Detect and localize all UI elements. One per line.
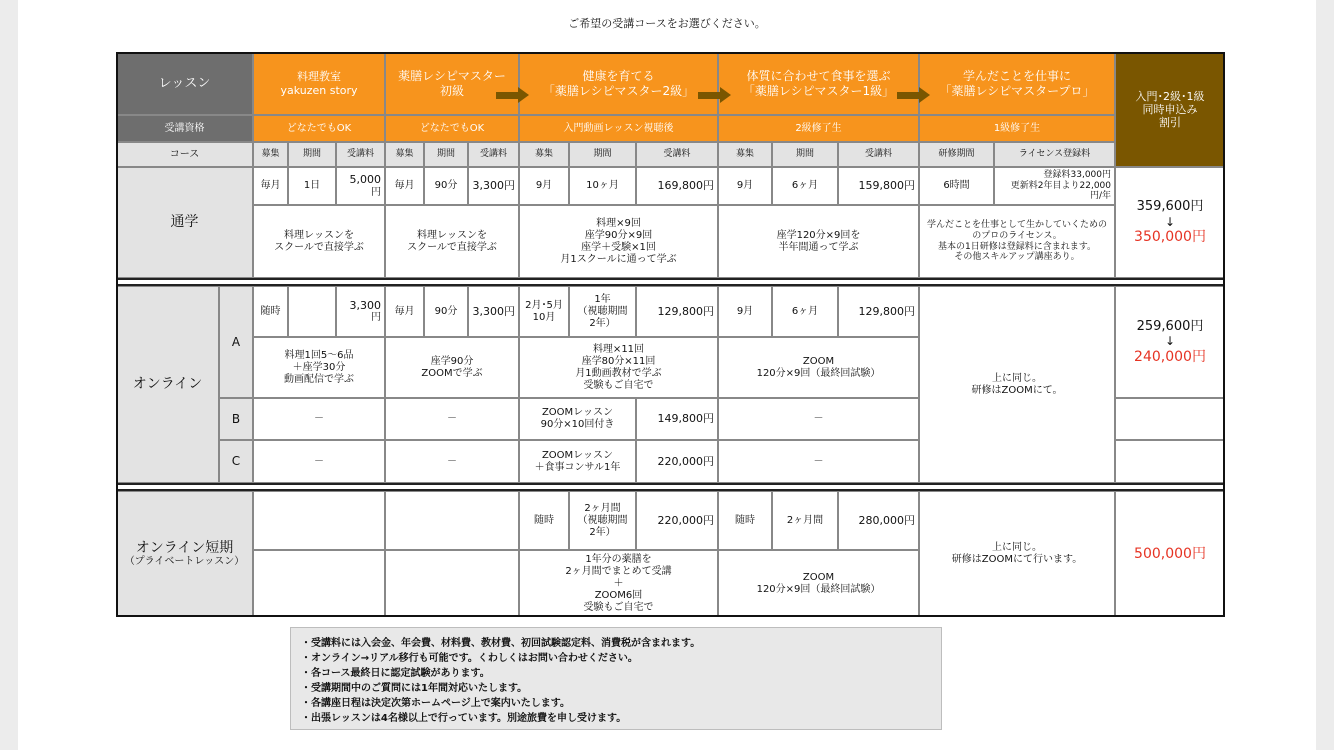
course-title-line: 学んだことを仕事に	[962, 69, 1071, 84]
online-c-c4	[718, 440, 919, 483]
online-a-c4-desc	[718, 337, 919, 398]
subheader-kikan	[772, 142, 838, 167]
online-a-c1-fee	[336, 286, 385, 337]
cell-text: 220,000円	[657, 513, 714, 527]
note-line: ・各コース最終日に認定試験があります。	[301, 668, 490, 679]
subheader-text: 期間	[795, 149, 814, 160]
online-b-c3-fee	[636, 398, 718, 440]
subheader-jukoryo	[838, 142, 919, 167]
short-c2-bottom	[385, 550, 519, 617]
section-separator	[116, 284, 1225, 286]
cell-text: 149,800円	[657, 412, 714, 426]
cell-text: ZOOMレッスン	[541, 449, 614, 461]
tsugaku-discount	[1115, 167, 1225, 278]
tsugaku-c3-boshu	[519, 167, 569, 205]
cell-text: ＋座学30分	[292, 361, 346, 373]
qualification-c3	[519, 115, 718, 142]
cell-text: 90分	[434, 180, 458, 191]
short-c3-kikan	[569, 491, 636, 550]
note-line: ・受講期間中のご質問には1年間対応いたします。	[301, 683, 528, 694]
cell-text: 基本の1日研修は登録料に含まれます。	[937, 241, 1096, 252]
cell-text: 1年	[594, 293, 611, 305]
down-arrow: ↓	[1164, 214, 1176, 229]
row-label-text: オンライン短期	[135, 539, 234, 556]
online-b-c4	[718, 398, 919, 440]
subheader-text: 募集	[395, 149, 414, 160]
tsugaku-c2-boshu	[385, 167, 424, 205]
cell-text: 10月	[532, 311, 556, 323]
lesson-header	[116, 52, 253, 115]
cell-text: 座学80分×11回	[581, 355, 656, 367]
tsugaku-c1-desc	[253, 205, 385, 278]
cell-text: 9月	[736, 180, 754, 191]
qualification-text: どなたでもOK	[419, 122, 485, 134]
cell-text: （視聴期間	[577, 514, 628, 526]
cell-text: スクールで直接学ぶ	[407, 241, 497, 253]
cell-text: 上に同じ。	[992, 372, 1042, 384]
online-a-c3-desc	[519, 337, 718, 398]
cell-text: ZOOMで学ぶ	[421, 367, 483, 379]
cell-text: 半年間通って学ぶ	[778, 241, 859, 253]
sub-label-text: C	[231, 454, 241, 469]
online-a-c2-desc	[385, 337, 519, 398]
down-arrow: ↓	[1164, 334, 1176, 349]
cell-text: 9月	[736, 305, 754, 317]
qualification-c1	[253, 115, 385, 142]
cell-text: 料理×11回	[592, 343, 645, 355]
cell-text: 毎月	[260, 180, 281, 191]
discount-header	[1115, 52, 1225, 167]
sub-label-text: B	[231, 411, 241, 426]
tsugaku-c4-boshu	[718, 167, 772, 205]
cell-text: 座学＋受験×1回	[581, 241, 656, 253]
cell-text: 随時	[735, 514, 755, 526]
cell-text: ZOOM	[802, 355, 835, 367]
cell-text: 220,000円	[657, 454, 714, 468]
cell-text: 毎月	[394, 305, 415, 317]
subheader-jukoryo	[468, 142, 519, 167]
cell-text: 159,800円	[858, 179, 915, 193]
cell-text: 1年分の薬膳を	[585, 553, 652, 565]
online-discount	[1115, 286, 1225, 398]
cell-text: その他スキルアップ講座あり。	[954, 252, 1080, 263]
qualification-text: 入門動画レッスン視聴後	[563, 122, 674, 134]
cell-text: ＋食事コンサル1年	[534, 461, 621, 473]
price-discounted: 350,000円	[1134, 229, 1206, 246]
short-c1-bottom	[253, 550, 385, 617]
course-title-line: 「薬膳レシピマスタープロ」	[939, 83, 1095, 98]
price-original: 359,600円	[1136, 199, 1204, 215]
section-separator	[116, 489, 1225, 491]
cell-text: 随時	[260, 305, 281, 317]
subheader-text: 受講料	[663, 149, 691, 160]
subheader-boshu	[718, 142, 772, 167]
online-b-c1	[253, 398, 385, 440]
section-separator	[116, 483, 1225, 485]
qualification-c5	[919, 115, 1115, 142]
online-a-c2-fee	[468, 286, 519, 337]
online-a-c3-fee	[636, 286, 718, 337]
subheader-text: 受講料	[864, 149, 892, 160]
online-a-c2-kikan	[424, 286, 468, 337]
cell-text: ZOOM6回	[594, 589, 643, 601]
cell-text: のプロのライセンス。	[972, 230, 1062, 241]
cell-text: 学んだことを仕事として生かしていくための	[926, 219, 1107, 230]
short-c3-desc	[519, 550, 718, 617]
qualification-text: どなたでもOK	[286, 122, 352, 134]
cell-text: 129,800円	[657, 304, 714, 318]
short-c4-kikan	[772, 491, 838, 550]
subheader-boshu	[385, 142, 424, 167]
discount-header-line: 同時申込み	[1142, 102, 1198, 116]
cell-text: 座学120分×9回を	[776, 229, 861, 241]
course-title-pro	[919, 52, 1115, 115]
course-title-line: yakuzen story	[280, 83, 358, 97]
course-title-yakuzen-story	[253, 52, 385, 115]
cell-text: 2年）	[589, 526, 616, 538]
cell-text: 月1スクールに通って学ぶ	[560, 253, 677, 265]
cell-text: 5,000	[349, 173, 381, 187]
course-title-line: 「薬膳レシピマスター2級」	[542, 83, 695, 98]
course-title-line: 健康を育てる	[582, 69, 655, 84]
subheader-text: 受講料	[346, 149, 374, 160]
cell-text: 6時間	[943, 180, 970, 191]
tsugaku-c5-desc	[919, 205, 1115, 278]
qualification-text: 1級修了生	[993, 122, 1041, 134]
online-a-c4-fee	[838, 286, 919, 337]
dash: －	[447, 413, 457, 424]
subheader-text: 期間	[302, 149, 321, 160]
lesson-label: レッスン	[158, 75, 211, 91]
short-c3-fee	[636, 491, 718, 550]
cell-text: 受験もご自宅で	[583, 379, 654, 391]
short-c4-fee	[838, 491, 919, 550]
cell-text: 上に同じ。	[992, 542, 1042, 553]
page-heading: ご希望の受講コースをお選びください。	[568, 17, 766, 30]
cell-text: 円	[371, 312, 381, 324]
row-label-text: 通学	[170, 214, 199, 231]
cell-text: 2ヶ月間	[786, 514, 824, 526]
cell-text: 6ヶ月	[791, 305, 819, 317]
cell-text: 129,800円	[858, 304, 915, 318]
dash: －	[447, 455, 457, 467]
cell-text: 169,800円	[657, 179, 714, 193]
cell-text: 受験もご自宅で	[583, 601, 654, 613]
tsugaku-c2-desc	[385, 205, 519, 278]
cell-text: 2月･5月	[525, 299, 563, 311]
tsugaku-c3-kikan	[569, 167, 636, 205]
tsugaku-c5-license-fee	[994, 167, 1115, 205]
cell-text: 研修はZOOMにて。	[971, 384, 1063, 396]
cell-text: 3,300	[349, 298, 381, 312]
online-sub-b	[219, 398, 253, 440]
subheader-jukoryo	[336, 142, 385, 167]
subheader-kensyu_kikan	[919, 142, 994, 167]
course-title-line: 薬膳レシピマスター	[398, 69, 506, 84]
online-c-c3-desc	[519, 440, 636, 483]
course-title-line: 「薬膳レシピマスター1級」	[742, 83, 895, 98]
subheader-text: 募集	[534, 149, 553, 160]
tsugaku-c1-kikan	[288, 167, 336, 205]
cell-text: 月1動画教材で学ぶ	[575, 367, 662, 379]
online-sub-a	[219, 286, 253, 398]
cell-text: 料理1回5〜6品	[284, 349, 354, 361]
cell-text: 2ヶ月間でまとめて受講	[565, 565, 672, 577]
cell-text: 料理レッスンを	[284, 229, 354, 241]
section-separator	[116, 278, 1225, 280]
row-sublabel-text: （プライベートレッスン）	[124, 556, 245, 568]
course-title-line: 初級	[439, 83, 464, 98]
cell-text: 280,000円	[858, 513, 915, 527]
dash: －	[314, 413, 324, 424]
tsugaku-c5-period	[919, 167, 994, 205]
short-c1-top	[253, 491, 385, 550]
row-label-online	[116, 286, 219, 483]
row-label-text: オンライン	[132, 376, 203, 393]
course-title-level1	[718, 52, 919, 115]
online-a-c4-boshu	[718, 286, 772, 337]
subheader-kikan	[569, 142, 636, 167]
qualification-header	[116, 115, 253, 142]
discount-header-line: 割引	[1159, 116, 1181, 130]
online-c-c3-fee	[636, 440, 718, 483]
course-title-line: 体質に合わせて食事を選ぶ	[746, 69, 891, 84]
cell-text: 90分	[434, 305, 458, 317]
qualification-c2	[385, 115, 519, 142]
tsugaku-c3-desc	[519, 205, 718, 278]
online-b-c2	[385, 398, 519, 440]
cell-text: 10ヶ月	[586, 180, 619, 191]
row-label-tsugaku	[116, 167, 253, 278]
online-a-c3-boshu	[519, 286, 569, 337]
online-a-c1-boshu	[253, 286, 288, 337]
tsugaku-c1-boshu	[253, 167, 288, 205]
cell-text: ZOOM	[802, 571, 835, 583]
short-c2-top	[385, 491, 519, 550]
note-line: ・受講料には入会金、年会費、材料費、教材費、初回試験認定料、消費税が含まれます。	[301, 638, 701, 649]
cell-text: 毎月	[394, 180, 415, 191]
dash: －	[813, 455, 824, 467]
qualification-text: 2級修了生	[795, 122, 842, 134]
cell-text: 1日	[303, 180, 321, 191]
online-a-c1-kikan	[288, 286, 336, 337]
subheader-text: ライセンス登録料	[1018, 149, 1091, 160]
cell-text: （視聴期間	[577, 305, 628, 317]
qualification-label: 受講資格	[164, 122, 205, 134]
subheader-text: 研修期間	[938, 149, 975, 160]
course-title-beginner	[385, 52, 519, 115]
note-line: ・出張レッスンは4名様以上で行っています。別途旅費を申し受けます。	[301, 713, 627, 724]
notes-box	[290, 627, 942, 730]
cell-text: 動画配信で学ぶ	[284, 373, 354, 385]
online-a-c2-boshu	[385, 286, 424, 337]
cell-text: 120分×9回（最終回試験）	[756, 367, 881, 379]
tsugaku-c1-fee	[336, 167, 385, 205]
online-discount-b	[1115, 398, 1225, 440]
cell-text: 更新料2年目より22,000	[1010, 180, 1111, 191]
short-c3-boshu	[519, 491, 569, 550]
cell-text: 3,300円	[472, 179, 515, 193]
discount-header-line: 入門･2級･1級	[1135, 89, 1205, 103]
online-c-c1	[253, 440, 385, 483]
cell-text: 円	[371, 186, 381, 198]
online-sub-c	[219, 440, 253, 483]
short-c5-desc	[919, 491, 1115, 617]
note-line: ・各講座日程は決定次第ホームページ上で案内いたします。	[301, 698, 570, 709]
tsugaku-c2-kikan	[424, 167, 468, 205]
price-discounted: 500,000円	[1134, 545, 1206, 562]
cell-text: スクールで直接学ぶ	[274, 241, 364, 253]
subheader-text: 受講料	[479, 149, 507, 160]
cell-text: 120分×9回（最終回試験）	[756, 583, 881, 595]
dash: －	[813, 413, 824, 424]
subheader-boshu	[253, 142, 288, 167]
cell-text: ＋	[613, 577, 624, 589]
row-label-short	[116, 491, 253, 617]
price-discounted: 240,000円	[1134, 348, 1206, 365]
online-discount-c	[1115, 440, 1225, 483]
subheader-text: 募集	[261, 149, 280, 160]
cell-text: 6ヶ月	[791, 180, 819, 191]
cell-text: 90分×10回付き	[540, 419, 615, 430]
course-header	[116, 142, 253, 167]
cell-text: 料理レッスンを	[417, 229, 487, 241]
qualification-c4	[718, 115, 919, 142]
subheader-text: 期間	[436, 149, 455, 160]
dash: －	[314, 455, 324, 467]
cell-text: 3,300円	[472, 304, 515, 318]
tsugaku-c4-desc	[718, 205, 919, 278]
online-c-c2	[385, 440, 519, 483]
cell-text: 登録料33,000円	[1043, 169, 1111, 180]
price-original: 259,600円	[1136, 318, 1204, 334]
cell-text: 随時	[534, 514, 554, 526]
cell-text: 9月	[535, 180, 553, 191]
short-c4-desc	[718, 550, 919, 617]
tsugaku-c3-fee	[636, 167, 718, 205]
subheader-kikan	[288, 142, 336, 167]
cell-text: ZOOMレッスン	[541, 407, 614, 418]
online-a-c1-desc	[253, 337, 385, 398]
cell-text: 座学90分	[430, 355, 474, 367]
cell-text: 2年）	[589, 317, 616, 329]
subheader-text: 募集	[735, 149, 754, 160]
tsugaku-c4-kikan	[772, 167, 838, 205]
subheader-boshu	[519, 142, 569, 167]
tsugaku-c4-fee	[838, 167, 919, 205]
cell-text: 座学90分×9回	[584, 229, 653, 241]
cell-text: 円/年	[1089, 191, 1111, 202]
course-title-line: 料理教室	[297, 70, 341, 84]
sub-label-text: A	[231, 334, 241, 349]
online-c5-desc	[919, 286, 1115, 483]
short-discount	[1115, 491, 1225, 617]
note-line: ・オンライン→リアル移行も可能です。くわしくはお問い合わせください。	[301, 653, 638, 664]
tsugaku-c2-fee	[468, 167, 519, 205]
course-label: コース	[169, 148, 200, 160]
subheader-jukoryo	[636, 142, 718, 167]
online-a-c4-kikan	[772, 286, 838, 337]
subheader-text: 期間	[593, 149, 612, 160]
cell-text: 2ヶ月間	[584, 502, 621, 514]
short-c4-boshu	[718, 491, 772, 550]
subheader-kikan	[424, 142, 468, 167]
online-b-c3-desc	[519, 398, 636, 440]
subheader-license	[994, 142, 1115, 167]
cell-text: 料理×9回	[596, 217, 641, 229]
online-a-c3-kikan	[569, 286, 636, 337]
cell-text: 研修はZOOMにて行います。	[951, 554, 1083, 565]
course-title-level2	[519, 52, 718, 115]
